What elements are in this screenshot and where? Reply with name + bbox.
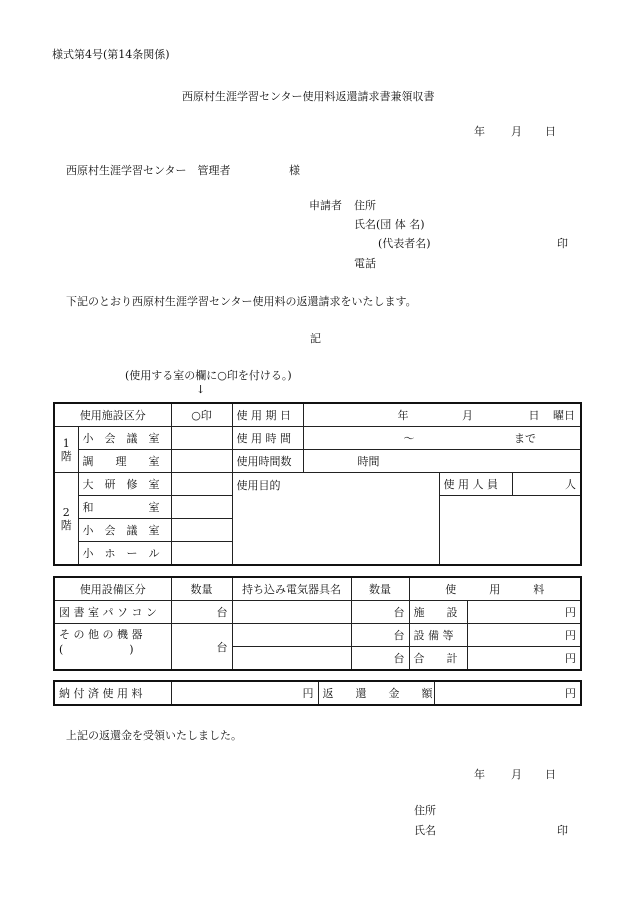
hours-cell[interactable] (303, 450, 581, 473)
appliance-cell-3[interactable] (232, 647, 351, 671)
refund-amount-cell[interactable] (434, 681, 581, 705)
receipt-name-label: 氏名 (414, 824, 436, 837)
fee-equipment-cell[interactable] (467, 624, 581, 647)
equipment-table (53, 576, 582, 671)
date-day-label: 日 (545, 125, 556, 138)
pc-label: 図 書 室 パ ソ コ ン (54, 601, 171, 624)
date-header: 使 用 期 日 (232, 403, 303, 427)
ki-label: 記 (310, 332, 321, 345)
pc-qty-cell[interactable] (171, 601, 232, 624)
purpose-blank-area (439, 496, 581, 566)
fee-facility-cell[interactable] (467, 601, 581, 624)
facility-date-weekday: 曜日 (553, 409, 575, 422)
pc-qty-unit: 台 (216, 606, 228, 619)
room-cooking: 調 理 室 (78, 450, 171, 473)
hours-unit: 時間 (357, 455, 380, 468)
paid-fee-label: 納 付 済 使 用 料 (54, 681, 171, 705)
facility-date-year: 年 (397, 409, 409, 422)
paid-refund-table (53, 680, 582, 706)
fee-total-cell[interactable] (467, 647, 581, 671)
floor-2-label: 2 階 (54, 473, 78, 566)
appliance-qty-unit-1: 台 (393, 606, 405, 619)
facility-table (53, 402, 582, 566)
mark-header: ○印 (171, 403, 232, 427)
room-small-meeting-2: 小 会 議 室 (78, 519, 171, 542)
purpose-cell[interactable] (232, 473, 439, 566)
equipment-header: 使用設備区分 (54, 577, 171, 601)
facility-date-month: 月 (462, 409, 473, 422)
appliance-qty-cell-1[interactable] (351, 601, 409, 624)
room-japanese: 和 室 (78, 496, 171, 519)
facility-header: 使用施設区分 (54, 403, 171, 427)
receipt-address-label: 住所 (414, 804, 436, 817)
date-month-label: 月 (511, 125, 522, 138)
refund-amount-label: 返 還 金 額 (318, 681, 434, 705)
people-cell[interactable] (512, 473, 581, 496)
page-title: 西原村生涯学習センター使用料返還請求書兼領収書 (182, 90, 435, 103)
appliance-qty-unit-3: 台 (393, 652, 405, 665)
appliance-cell-2[interactable] (232, 624, 351, 647)
time-until: まで (514, 432, 536, 445)
paid-fee-cell[interactable] (171, 681, 318, 705)
appliance-qty-unit-2: 台 (393, 629, 405, 642)
fee-equipment-label: 設 備 等 (409, 624, 467, 647)
applicant-phone-label: 電話 (354, 257, 376, 270)
receipt-day-label: 日 (545, 768, 556, 781)
mark-cell-japanese[interactable] (171, 496, 232, 519)
fee-total-label: 合 計 (409, 647, 467, 671)
appliance-cell-1[interactable] (232, 601, 351, 624)
time-tilde: ～ (403, 432, 415, 445)
quantity-header: 数量 (171, 577, 232, 601)
table-row (54, 577, 581, 601)
date-cell[interactable] (303, 403, 581, 427)
floor-1-label: 1 階 (54, 427, 78, 473)
appliance-header: 持ち込み電気器具名 (232, 577, 351, 601)
appliance-qty-cell-3[interactable] (351, 647, 409, 671)
appliance-qty-cell-2[interactable] (351, 624, 409, 647)
quantity2-header: 数量 (351, 577, 409, 601)
instruction-text: (使用する室の欄に○印を付ける。) (125, 369, 292, 382)
mark-cell-cooking[interactable] (171, 450, 232, 473)
table-row (54, 403, 581, 427)
mark-cell-small-meeting-1[interactable] (171, 427, 232, 450)
table-row (54, 450, 581, 473)
applicant-group-name-label: 氏名(団 体 名) (354, 218, 425, 231)
applicant-label: 申請者 (309, 199, 342, 212)
paid-fee-yen: 円 (302, 687, 314, 700)
hours-header: 使用時間数 (232, 450, 303, 473)
people-header: 使 用 人 員 (439, 473, 512, 496)
facility-date-day: 日 (528, 409, 540, 422)
table-row (54, 624, 581, 647)
fee-facility-yen: 円 (565, 606, 576, 619)
down-arrow-icon: ↓ (196, 383, 206, 396)
mark-cell-large-training[interactable] (171, 473, 232, 496)
room-small-meeting-1: 小 会 議 室 (78, 427, 171, 450)
fee-equipment-yen: 円 (565, 629, 576, 642)
fee-total-yen: 円 (565, 652, 576, 665)
other-qty-unit: 台 (216, 640, 228, 654)
applicant-rep-name-label: (代表者名) (378, 237, 431, 250)
other-qty-cell[interactable] (171, 624, 232, 671)
receipt-seal-label: 印 (557, 824, 568, 837)
receipt-statement: 上記の返還金を受領いたしました。 (66, 729, 242, 742)
date-year-label: 年 (474, 125, 485, 138)
table-row (54, 681, 581, 705)
purpose-header: 使用目的 (236, 479, 281, 492)
time-cell[interactable] (303, 427, 581, 450)
other-equipment-paren: ( ) (59, 643, 134, 656)
fee-header: 使 用 料 (409, 577, 581, 601)
request-statement: 下記のとおり西原村生涯学習センター使用料の返還請求をいたします。 (66, 295, 417, 308)
room-small-hall: 小 ホ ー ル (78, 542, 171, 566)
addressee-honorific: 様 (289, 164, 300, 177)
mark-cell-small-meeting-2[interactable] (171, 519, 232, 542)
people-unit: 人 (565, 478, 577, 491)
other-equipment-cell (54, 624, 171, 671)
fee-facility-label: 施 設 (409, 601, 467, 624)
mark-cell-small-hall[interactable] (171, 542, 232, 566)
room-large-training: 大 研 修 室 (78, 473, 171, 496)
applicant-seal-label: 印 (557, 237, 568, 250)
other-equipment-label: そ の 他 の 機 器 (59, 628, 143, 641)
time-header: 使 用 時 間 (232, 427, 303, 450)
table-row (54, 601, 581, 624)
addressee-name: 西原村生涯学習センター 管理者 (66, 164, 231, 177)
receipt-month-label: 月 (511, 768, 522, 781)
table-row (54, 427, 581, 450)
form-number: 様式第4号(第14条関係) (52, 48, 170, 61)
refund-amount-yen: 円 (565, 687, 576, 700)
applicant-address-label: 住所 (354, 199, 376, 212)
table-row (54, 473, 581, 496)
receipt-year-label: 年 (474, 768, 485, 781)
